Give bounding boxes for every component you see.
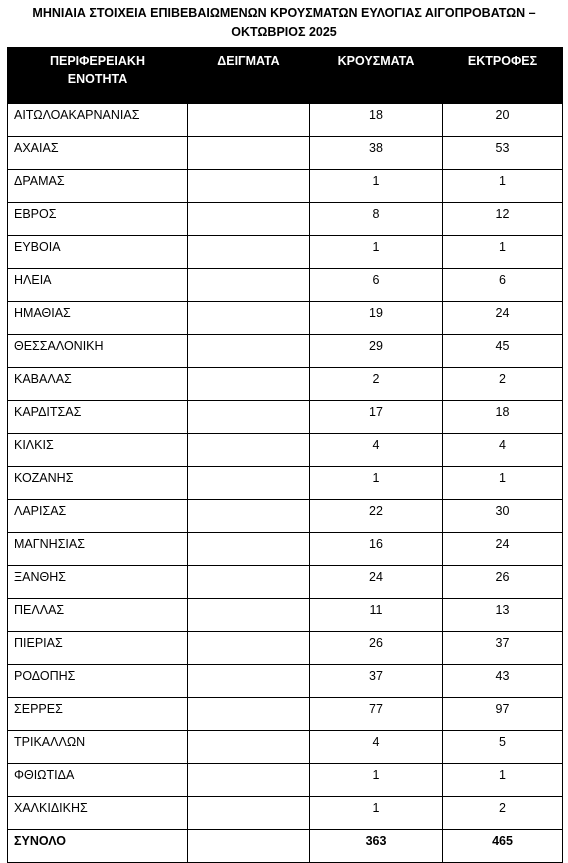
farms-cell: 45 — [443, 335, 563, 368]
cases-cell: 77 — [310, 698, 443, 731]
samples-cell — [188, 104, 310, 137]
samples-cell — [188, 533, 310, 566]
samples-cell — [188, 368, 310, 401]
cases-cell: 1 — [310, 170, 443, 203]
cases-cell: 6 — [310, 269, 443, 302]
table-row — [8, 170, 563, 203]
farms-cell: 1 — [443, 170, 563, 203]
table-row — [8, 368, 563, 401]
samples-cell — [188, 467, 310, 500]
table-row — [8, 434, 563, 467]
table-row — [8, 764, 563, 797]
farms-cell: 53 — [443, 137, 563, 170]
total-farms: 465 — [443, 830, 563, 863]
farms-cell: 2 — [443, 368, 563, 401]
cases-cell: 8 — [310, 203, 443, 236]
table-row — [8, 632, 563, 665]
document-title — [0, 0, 568, 42]
table-row — [8, 500, 563, 533]
table-row — [8, 665, 563, 698]
table-row — [8, 533, 563, 566]
region-cell: ΣΕΡΡΕΣ — [8, 698, 188, 731]
region-cell: ΑΙΤΩΛΟΑΚΑΡΝΑΝΙΑΣ — [8, 104, 188, 137]
farms-cell: 6 — [443, 269, 563, 302]
cases-cell: 24 — [310, 566, 443, 599]
samples-cell — [188, 236, 310, 269]
table-row — [8, 203, 563, 236]
region-cell: ΠΙΕΡΙΑΣ — [8, 632, 188, 665]
region-cell: ΗΜΑΘΙΑΣ — [8, 302, 188, 335]
region-cell: ΛΑΡΙΣΑΣ — [8, 500, 188, 533]
samples-cell — [188, 500, 310, 533]
cases-cell: 1 — [310, 236, 443, 269]
table-row — [8, 731, 563, 764]
cases-cell: 18 — [310, 104, 443, 137]
header-row — [8, 48, 563, 104]
region-cell: ΘΕΣΣΑΛΟΝΙΚΗ — [8, 335, 188, 368]
cases-cell: 26 — [310, 632, 443, 665]
farms-cell: 18 — [443, 401, 563, 434]
cases-cell: 4 — [310, 731, 443, 764]
cases-cell: 37 — [310, 665, 443, 698]
table-row — [8, 137, 563, 170]
farms-cell: 24 — [443, 302, 563, 335]
cases-cell: 29 — [310, 335, 443, 368]
samples-cell — [188, 137, 310, 170]
header-samples: ΔΕΙΓΜΑΤΑ — [188, 48, 310, 104]
region-cell: ΚΑΡΔΙΤΣΑΣ — [8, 401, 188, 434]
cases-cell: 19 — [310, 302, 443, 335]
table-row — [8, 698, 563, 731]
farms-cell: 97 — [443, 698, 563, 731]
region-cell: ΤΡΙΚΑΛΛΩΝ — [8, 731, 188, 764]
cases-cell: 1 — [310, 467, 443, 500]
total-samples — [188, 830, 310, 863]
table-row — [8, 797, 563, 830]
table-row — [8, 269, 563, 302]
region-cell: ΞΑΝΘΗΣ — [8, 566, 188, 599]
farms-cell: 12 — [443, 203, 563, 236]
samples-cell — [188, 335, 310, 368]
region-cell: ΕΒΡΟΣ — [8, 203, 188, 236]
samples-cell — [188, 203, 310, 236]
table-row — [8, 467, 563, 500]
cases-cell: 38 — [310, 137, 443, 170]
farms-cell: 13 — [443, 599, 563, 632]
region-cell: ΜΑΓΝΗΣΙΑΣ — [8, 533, 188, 566]
region-cell: ΕΥΒΟΙΑ — [8, 236, 188, 269]
table-row — [8, 599, 563, 632]
farms-cell: 1 — [443, 236, 563, 269]
total-row — [8, 830, 563, 863]
farms-cell: 37 — [443, 632, 563, 665]
region-cell: ΑΧΑΙΑΣ — [8, 137, 188, 170]
header-region — [8, 48, 188, 104]
cases-table — [7, 47, 563, 863]
table-row — [8, 104, 563, 137]
samples-cell — [188, 698, 310, 731]
table-row — [8, 236, 563, 269]
header-region-line-1: ΠΕΡΙΦΕΡΕΙΑΚΗ — [49, 54, 145, 68]
region-cell: ΚΙΛΚΙΣ — [8, 434, 188, 467]
cases-cell: 4 — [310, 434, 443, 467]
cases-cell: 1 — [310, 797, 443, 830]
farms-cell: 43 — [443, 665, 563, 698]
samples-cell — [188, 632, 310, 665]
farms-cell: 30 — [443, 500, 563, 533]
samples-cell — [188, 599, 310, 632]
farms-cell: 26 — [443, 566, 563, 599]
table-header — [8, 48, 563, 104]
samples-cell — [188, 170, 310, 203]
samples-cell — [188, 764, 310, 797]
region-cell: ΠΕΛΛΑΣ — [8, 599, 188, 632]
farms-cell: 5 — [443, 731, 563, 764]
table-row — [8, 335, 563, 368]
region-cell: ΗΛΕΙΑ — [8, 269, 188, 302]
total-label: ΣΥΝΟΛΟ — [8, 830, 188, 863]
cases-cell: 1 — [310, 764, 443, 797]
samples-cell — [188, 797, 310, 830]
header-cases: ΚΡΟΥΣΜΑΤΑ — [310, 48, 443, 104]
farms-cell: 20 — [443, 104, 563, 137]
farms-cell: 1 — [443, 467, 563, 500]
region-cell: ΦΘΙΩΤΙΔΑ — [8, 764, 188, 797]
farms-cell: 2 — [443, 797, 563, 830]
cases-cell: 11 — [310, 599, 443, 632]
samples-cell — [188, 269, 310, 302]
farms-cell: 1 — [443, 764, 563, 797]
farms-cell: 4 — [443, 434, 563, 467]
samples-cell — [188, 401, 310, 434]
region-cell: ΧΑΛΚΙΔΙΚΗΣ — [8, 797, 188, 830]
farms-cell: 24 — [443, 533, 563, 566]
samples-cell — [188, 566, 310, 599]
region-cell: ΡΟΔΟΠΗΣ — [8, 665, 188, 698]
cases-cell: 22 — [310, 500, 443, 533]
region-cell: ΚΑΒΑΛΑΣ — [8, 368, 188, 401]
samples-cell — [188, 434, 310, 467]
cases-cell: 16 — [310, 533, 443, 566]
table-row — [8, 302, 563, 335]
title-line-2: ΟΚΤΩΒΡΙΟΣ 2025 — [231, 25, 337, 39]
samples-cell — [188, 665, 310, 698]
samples-cell — [188, 731, 310, 764]
total-cases: 363 — [310, 830, 443, 863]
cases-cell: 2 — [310, 368, 443, 401]
table-body — [8, 104, 563, 863]
table-row — [8, 401, 563, 434]
samples-cell — [188, 302, 310, 335]
region-cell: ΚΟΖΑΝΗΣ — [8, 467, 188, 500]
header-region-line-2: ΕΝΟΤΗΤΑ — [67, 72, 128, 86]
region-cell: ΔΡΑΜΑΣ — [8, 170, 188, 203]
table-row — [8, 566, 563, 599]
cases-cell: 17 — [310, 401, 443, 434]
header-farms: ΕΚΤΡΟΦΕΣ — [443, 48, 563, 104]
title-line-1: ΜΗΝΙΑΙΑ ΣΤΟΙΧΕΙΑ ΕΠΙΒΕΒΑΙΩΜΕΝΩΝ ΚΡΟΥΣΜΑΤΩΝ ΕΥΛΟΓΙΑΣ ΑΙΓΟΠΡΟΒΑΤΩΝ – — [32, 6, 536, 20]
